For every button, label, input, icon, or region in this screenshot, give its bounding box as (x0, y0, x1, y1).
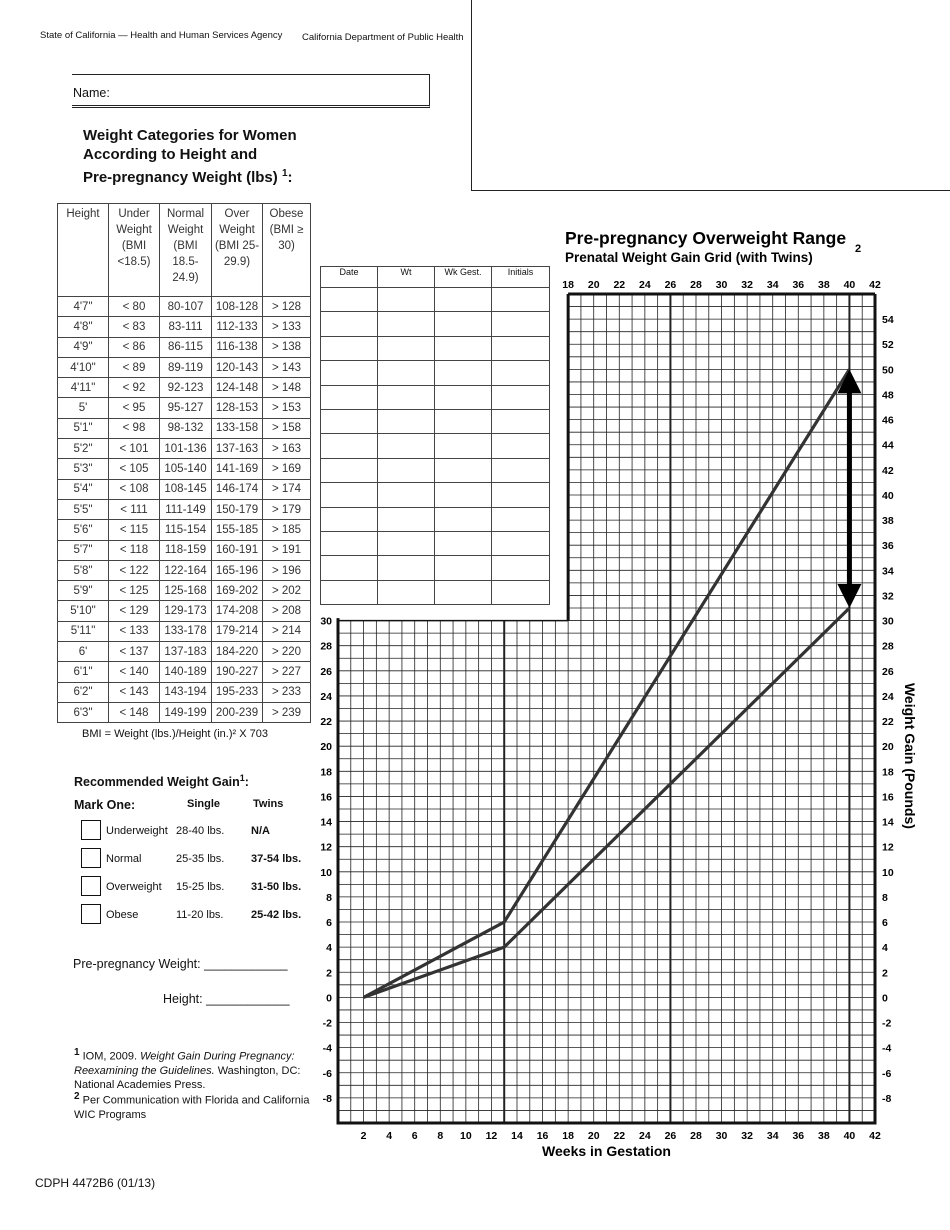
y-tick-label: -4 (882, 1042, 892, 1055)
table-row (321, 336, 550, 360)
table-cell: > 128 (263, 297, 311, 317)
visit-log-cell[interactable] (321, 336, 378, 360)
table-cell: < 111 (109, 499, 160, 519)
x-tick-label-top: 26 (664, 279, 677, 291)
visit-log-cell[interactable] (378, 483, 435, 507)
table-cell: 95-127 (160, 398, 212, 418)
table-cell: < 129 (109, 601, 160, 621)
name-label: Name: (73, 86, 110, 100)
rec-option-twins: 31-50 lbs. (251, 881, 302, 893)
table-cell: 115-154 (160, 520, 212, 540)
x-tick-label: 4 (386, 1130, 393, 1142)
table-row (321, 458, 550, 482)
table-cell: 165-196 (212, 560, 263, 580)
y-tick-label: 16 (882, 791, 894, 804)
weight-table-header: Normal Weight (BMI 18.5- 24.9) (160, 204, 212, 297)
visit-log-cell[interactable] (492, 531, 550, 555)
visit-log-cell[interactable] (378, 458, 435, 482)
table-cell: 105-140 (160, 459, 212, 479)
y-tick-label-left: -8 (322, 1092, 332, 1105)
table-cell: 83-111 (160, 317, 212, 337)
table-cell: > 143 (263, 357, 311, 377)
table-cell: > 191 (263, 540, 311, 560)
table-cell: > 148 (263, 378, 311, 398)
visit-log-cell[interactable] (492, 312, 550, 336)
visit-log-cell[interactable] (435, 385, 492, 409)
y-tick-label: 10 (882, 866, 894, 879)
rec-option-twins: 25-42 lbs. (251, 909, 302, 921)
table-cell: 200-239 (212, 702, 263, 722)
y-tick-label: -6 (882, 1067, 892, 1080)
table-cell: 190-227 (212, 662, 263, 682)
x-tick-label: 6 (411, 1130, 418, 1142)
y-tick-label: 44 (882, 439, 894, 452)
table-cell: 112-133 (212, 317, 263, 337)
chart-title-sup: 2 (855, 243, 862, 255)
rec-option-label: Obese (106, 909, 139, 921)
visit-log-cell[interactable] (378, 507, 435, 531)
x-tick-label: 2 (360, 1130, 367, 1142)
visit-log-cell[interactable] (492, 385, 550, 409)
table-cell: < 140 (109, 662, 160, 682)
x-tick-label: 12 (485, 1130, 498, 1142)
table-cell: > 153 (263, 398, 311, 418)
visit-log-cell[interactable] (321, 580, 378, 604)
table-cell: < 80 (109, 297, 160, 317)
table-cell: > 233 (263, 682, 311, 702)
table-cell: > 179 (263, 499, 311, 519)
pre-pregnancy-weight-label: Pre-pregnancy Weight: (73, 957, 201, 971)
rec-option-label: Normal (106, 853, 142, 865)
y-tick-label-left: 30 (320, 615, 332, 628)
table-cell: 5'10" (58, 601, 109, 621)
recommended-title: Recommended Weight Gain$^1$: (74, 773, 249, 790)
table-cell: > 220 (263, 642, 311, 662)
y-tick-label: 12 (882, 841, 894, 854)
visit-log-cell[interactable] (435, 336, 492, 360)
y-tick-label: 2 (882, 967, 888, 980)
x-tick-label-top: 18 (562, 279, 574, 291)
visit-log-cell[interactable] (321, 288, 378, 312)
visit-log-cell[interactable] (435, 580, 492, 604)
table-cell: < 86 (109, 337, 160, 357)
table-cell: 6' (58, 642, 109, 662)
table-cell: 5'2" (58, 439, 109, 459)
table-cell: 124-148 (212, 378, 263, 398)
visit-log-cell[interactable] (492, 507, 550, 531)
visit-log-cell[interactable] (321, 507, 378, 531)
weight-table-header: Height (58, 204, 109, 297)
table-cell: 160-191 (212, 540, 263, 560)
visit-log-cell[interactable] (492, 556, 550, 580)
visit-log-cell[interactable] (321, 531, 378, 555)
table-cell: 5'5" (58, 499, 109, 519)
x-tick-label-top: 34 (766, 279, 779, 291)
table-cell: 125-168 (160, 581, 212, 601)
table-cell: 98-132 (160, 418, 212, 438)
y-tick-label: 42 (882, 464, 894, 477)
y-tick-label: 50 (882, 364, 894, 377)
y-tick-label: 48 (882, 389, 894, 402)
visit-log-cell[interactable] (378, 531, 435, 555)
table-cell: < 83 (109, 317, 160, 337)
x-tick-label: 26 (664, 1130, 677, 1142)
table-cell: 5'6" (58, 520, 109, 540)
table-cell: 143-194 (160, 682, 212, 702)
table-cell: > 202 (263, 581, 311, 601)
x-tick-label-top: 20 (587, 279, 600, 291)
table-row (321, 409, 550, 433)
table-cell: > 208 (263, 601, 311, 621)
y-tick-label: 6 (882, 917, 888, 930)
visit-log-cell[interactable] (321, 556, 378, 580)
x-tick-label-top: 42 (869, 279, 881, 291)
y-tick-label-left: 0 (326, 992, 332, 1005)
visit-log-cell[interactable] (378, 434, 435, 458)
table-cell: > 196 (263, 560, 311, 580)
y-tick-label: -2 (882, 1017, 892, 1030)
table-cell: 195-233 (212, 682, 263, 702)
table-cell: 118-159 (160, 540, 212, 560)
x-tick-label-top: 22 (613, 279, 626, 291)
visit-log-cell[interactable] (435, 458, 492, 482)
table-row (321, 507, 550, 531)
y-tick-label-left: 12 (320, 841, 332, 854)
y-tick-label-left: 8 (326, 891, 332, 904)
visit-log-cell[interactable] (378, 312, 435, 336)
rec-option-twins: N/A (251, 825, 270, 837)
visit-log-cell[interactable] (321, 312, 378, 336)
y-axis-label: Weight Gain (Pounds) (902, 682, 918, 829)
table-cell: 6'3" (58, 702, 109, 722)
table-cell: < 137 (109, 642, 160, 662)
table-row (321, 531, 550, 555)
visit-log-cell[interactable] (321, 409, 378, 433)
table-cell: > 158 (263, 418, 311, 438)
table-row (321, 312, 550, 336)
visit-log-table (320, 266, 550, 605)
table-cell: 89-119 (160, 357, 212, 377)
visit-log-cell[interactable] (378, 385, 435, 409)
visit-log-cell[interactable] (492, 434, 550, 458)
visit-log-cell[interactable] (378, 556, 435, 580)
table-cell: 146-174 (212, 479, 263, 499)
visit-log-cell[interactable] (492, 483, 550, 507)
y-tick-label-left: 22 (320, 716, 332, 729)
visit-log-header: Initials (492, 267, 550, 288)
x-tick-label: 34 (766, 1130, 779, 1142)
rec-option-single: 15-25 lbs. (176, 881, 225, 893)
table-cell: 137-183 (160, 642, 212, 662)
table-cell: 179-214 (212, 621, 263, 641)
table-cell: 6'2" (58, 682, 109, 702)
table-cell: 4'11" (58, 378, 109, 398)
table-cell: 5'1" (58, 418, 109, 438)
weight-categories-title: Weight Categories for Women According to Height and Pre-pregnancy Weight (lbs) $^1$: (83, 127, 297, 186)
table-cell: > 138 (263, 337, 311, 357)
table-cell: > 214 (263, 621, 311, 641)
x-tick-label: 30 (715, 1130, 728, 1142)
x-tick-label: 32 (741, 1130, 753, 1142)
x-tick-label-top: 32 (741, 279, 753, 291)
table-cell: 174-208 (212, 601, 263, 621)
visit-log-cell[interactable] (492, 409, 550, 433)
y-tick-label: 52 (882, 339, 894, 352)
table-cell: 86-115 (160, 337, 212, 357)
twins-column-header: Twins (253, 798, 284, 810)
table-cell: 116-138 (212, 337, 263, 357)
x-tick-label: 10 (460, 1130, 472, 1142)
visit-log-cell[interactable] (492, 580, 550, 604)
table-cell: < 105 (109, 459, 160, 479)
table-cell: < 118 (109, 540, 160, 560)
x-tick-label: 42 (869, 1130, 881, 1142)
table-row (321, 361, 550, 385)
table-cell: 101-136 (160, 439, 212, 459)
table-cell: 155-185 (212, 520, 263, 540)
y-tick-label: 14 (882, 816, 894, 829)
table-cell: 6'1" (58, 662, 109, 682)
table-cell: 184-220 (212, 642, 263, 662)
table-cell: 5'7" (58, 540, 109, 560)
table-cell: 140-189 (160, 662, 212, 682)
table-cell: > 239 (263, 702, 311, 722)
visit-log-cell[interactable] (378, 336, 435, 360)
table-cell: 150-179 (212, 499, 263, 519)
table-cell: 133-178 (160, 621, 212, 641)
table-cell: 5'11" (58, 621, 109, 641)
x-axis-label: Weeks in Gestation (542, 1143, 671, 1159)
visit-log-cell[interactable] (435, 507, 492, 531)
table-cell: 5'8" (58, 560, 109, 580)
y-tick-label: 26 (882, 665, 894, 678)
table-row (321, 556, 550, 580)
table-cell: 129-173 (160, 601, 212, 621)
x-tick-label: 14 (511, 1130, 523, 1142)
rec-option-twins: 37-54 lbs. (251, 853, 302, 865)
visit-log-cell[interactable] (378, 361, 435, 385)
y-tick-label-left: 14 (320, 816, 332, 829)
rec-option-label: Overweight (106, 881, 162, 893)
table-cell: 133-158 (212, 418, 263, 438)
rec-option-single: 11-20 lbs. (176, 909, 224, 921)
y-tick-label: 0 (882, 992, 888, 1005)
department-header: California Department of Public Health (302, 32, 464, 43)
table-cell: 137-163 (212, 439, 263, 459)
y-tick-label: 32 (882, 590, 894, 603)
y-tick-label-left: 6 (326, 917, 332, 930)
x-tick-label: 18 (562, 1130, 574, 1142)
y-tick-label-left: 20 (320, 741, 332, 754)
x-tick-label-top: 40 (843, 279, 856, 291)
y-tick-label-left: 26 (320, 665, 332, 678)
table-cell: < 122 (109, 560, 160, 580)
table-cell: < 108 (109, 479, 160, 499)
table-row (321, 483, 550, 507)
table-cell: < 89 (109, 357, 160, 377)
table-cell: 80-107 (160, 297, 212, 317)
y-tick-label: 22 (882, 716, 894, 729)
y-tick-label-left: 28 (320, 640, 332, 653)
table-cell: > 133 (263, 317, 311, 337)
single-column-header: Single (187, 798, 221, 810)
form-number: CDPH 4472B6 (01/13) (35, 1176, 156, 1190)
y-tick-label: 34 (882, 565, 894, 578)
table-cell: 5'3" (58, 459, 109, 479)
table-cell: 5'9" (58, 581, 109, 601)
visit-log-cell[interactable] (435, 556, 492, 580)
visit-log-cell[interactable] (435, 483, 492, 507)
visit-log-cell[interactable] (378, 580, 435, 604)
footnote-2: $^2$ Per Communication with Florida and California WIC Programs (74, 1091, 310, 1121)
visit-log-header: Date (321, 267, 378, 288)
bmi-formula: BMI = Weight (lbs.)/Height (in.)² X 703 (82, 728, 268, 740)
weight-table-header: Over Weight (BMI 25- 29.9) (212, 204, 263, 297)
x-tick-label: 38 (818, 1130, 830, 1142)
x-tick-label-top: 38 (818, 279, 830, 291)
table-cell: < 98 (109, 418, 160, 438)
visit-log-cell[interactable] (321, 434, 378, 458)
y-tick-label: 36 (882, 540, 894, 553)
table-cell: < 115 (109, 520, 160, 540)
x-tick-label-top: 28 (690, 279, 702, 291)
x-tick-label: 16 (536, 1130, 549, 1142)
footnote-1: $^1$ IOM, 2009. Weight Gain During Pregnancy: Reexamining the Guidelines. Washington, DC: National Academies Press. (74, 1047, 301, 1091)
visit-log-header: Wt (378, 267, 435, 288)
table-cell: 149-199 (160, 702, 212, 722)
table-cell: > 227 (263, 662, 311, 682)
y-tick-label: 46 (882, 414, 894, 427)
visit-log-cell[interactable] (492, 361, 550, 385)
table-row (321, 434, 550, 458)
table-cell: < 95 (109, 398, 160, 418)
table-cell: 5' (58, 398, 109, 418)
visit-log-cell[interactable] (492, 336, 550, 360)
y-tick-label-left: -2 (322, 1017, 332, 1030)
y-tick-label: 38 (882, 515, 894, 528)
table-cell: < 125 (109, 581, 160, 601)
visit-log-cell[interactable] (321, 361, 378, 385)
table-cell: 141-169 (212, 459, 263, 479)
x-tick-label: 28 (690, 1130, 702, 1142)
x-tick-label: 36 (792, 1130, 805, 1142)
rec-option-single: 25-35 lbs. (176, 853, 225, 865)
table-row (321, 288, 550, 312)
y-tick-label: 20 (882, 741, 894, 754)
y-tick-label: 30 (882, 615, 894, 628)
table-cell: 4'9" (58, 337, 109, 357)
table-cell: 111-149 (160, 499, 212, 519)
table-cell: 128-153 (212, 398, 263, 418)
visit-log-cell[interactable] (435, 312, 492, 336)
y-tick-label-left: 4 (326, 942, 332, 955)
visit-log-cell[interactable] (321, 483, 378, 507)
weight-table-header: Under Weight (BMI <18.5) (109, 204, 160, 297)
table-cell: 4'8" (58, 317, 109, 337)
x-tick-label: 40 (843, 1130, 856, 1142)
y-tick-label-left: 24 (320, 690, 332, 703)
table-cell: 169-202 (212, 581, 263, 601)
table-cell: 92-123 (160, 378, 212, 398)
table-cell: 122-164 (160, 560, 212, 580)
visit-log-cell[interactable] (435, 531, 492, 555)
y-tick-label: 28 (882, 640, 894, 653)
height-blank[interactable]: ____________ (206, 992, 290, 1006)
weight-table-header: Obese (BMI ≥ 30) (263, 204, 311, 297)
table-cell: 108-128 (212, 297, 263, 317)
table-cell: 5'4" (58, 479, 109, 499)
x-tick-label: 22 (613, 1130, 626, 1142)
table-cell: < 133 (109, 621, 160, 641)
y-tick-label-left: 16 (320, 791, 332, 804)
chart-title: Pre-pregnancy Overweight Range (565, 228, 847, 248)
visit-log-cell[interactable] (492, 458, 550, 482)
y-tick-label: 4 (882, 942, 888, 955)
x-tick-label-top: 30 (715, 279, 728, 291)
y-tick-label: 18 (882, 766, 894, 779)
visit-log-cell[interactable] (435, 409, 492, 433)
visit-log-cell[interactable] (435, 288, 492, 312)
y-tick-label-left: 18 (320, 766, 332, 779)
pre-pregnancy-weight-blank[interactable]: ____________ (204, 957, 288, 971)
y-tick-label-left: 10 (320, 866, 332, 879)
table-cell: > 174 (263, 479, 311, 499)
agency-header: State of California — Health and Human Services Agency (40, 30, 283, 41)
mark-one-label: Mark One: (74, 798, 136, 812)
visit-log-cell[interactable] (321, 458, 378, 482)
table-cell: > 185 (263, 520, 311, 540)
table-cell: < 92 (109, 378, 160, 398)
table-cell: 4'7" (58, 297, 109, 317)
height-label: Height: (163, 992, 203, 1006)
visit-log-cell[interactable] (321, 385, 378, 409)
table-cell: > 169 (263, 459, 311, 479)
x-tick-label: 24 (639, 1130, 651, 1142)
table-row (321, 385, 550, 409)
chart-subtitle: Prenatal Weight Gain Grid (with Twins) (565, 250, 813, 265)
y-tick-label: 24 (882, 690, 894, 703)
y-tick-label: 54 (882, 314, 894, 327)
table-cell: 120-143 (212, 357, 263, 377)
y-tick-label-left: -6 (322, 1067, 332, 1080)
table-cell: < 148 (109, 702, 160, 722)
visit-log-cell[interactable] (492, 288, 550, 312)
y-tick-label-left: 2 (326, 967, 332, 980)
y-tick-label: 40 (882, 489, 894, 502)
table-cell: > 163 (263, 439, 311, 459)
x-tick-label-top: 24 (639, 279, 651, 291)
table-cell: < 101 (109, 439, 160, 459)
rec-option-label: Underweight (106, 825, 168, 837)
visit-log-cell[interactable] (378, 288, 435, 312)
rec-option-single: 28-40 lbs. (176, 825, 225, 837)
x-tick-label: 20 (587, 1130, 600, 1142)
table-row (321, 580, 550, 604)
x-tick-label-top: 36 (792, 279, 805, 291)
visit-log-cell[interactable] (435, 361, 492, 385)
table-cell: 4'10" (58, 357, 109, 377)
visit-log-cell[interactable] (435, 434, 492, 458)
visit-log-cell[interactable] (378, 409, 435, 433)
x-tick-label: 8 (437, 1130, 444, 1142)
y-tick-label: -8 (882, 1092, 892, 1105)
visit-log-header: Wk Gest. (435, 267, 492, 288)
table-cell: 108-145 (160, 479, 212, 499)
y-tick-label: 8 (882, 891, 888, 904)
table-cell: < 143 (109, 682, 160, 702)
y-tick-label-left: -4 (322, 1042, 332, 1055)
